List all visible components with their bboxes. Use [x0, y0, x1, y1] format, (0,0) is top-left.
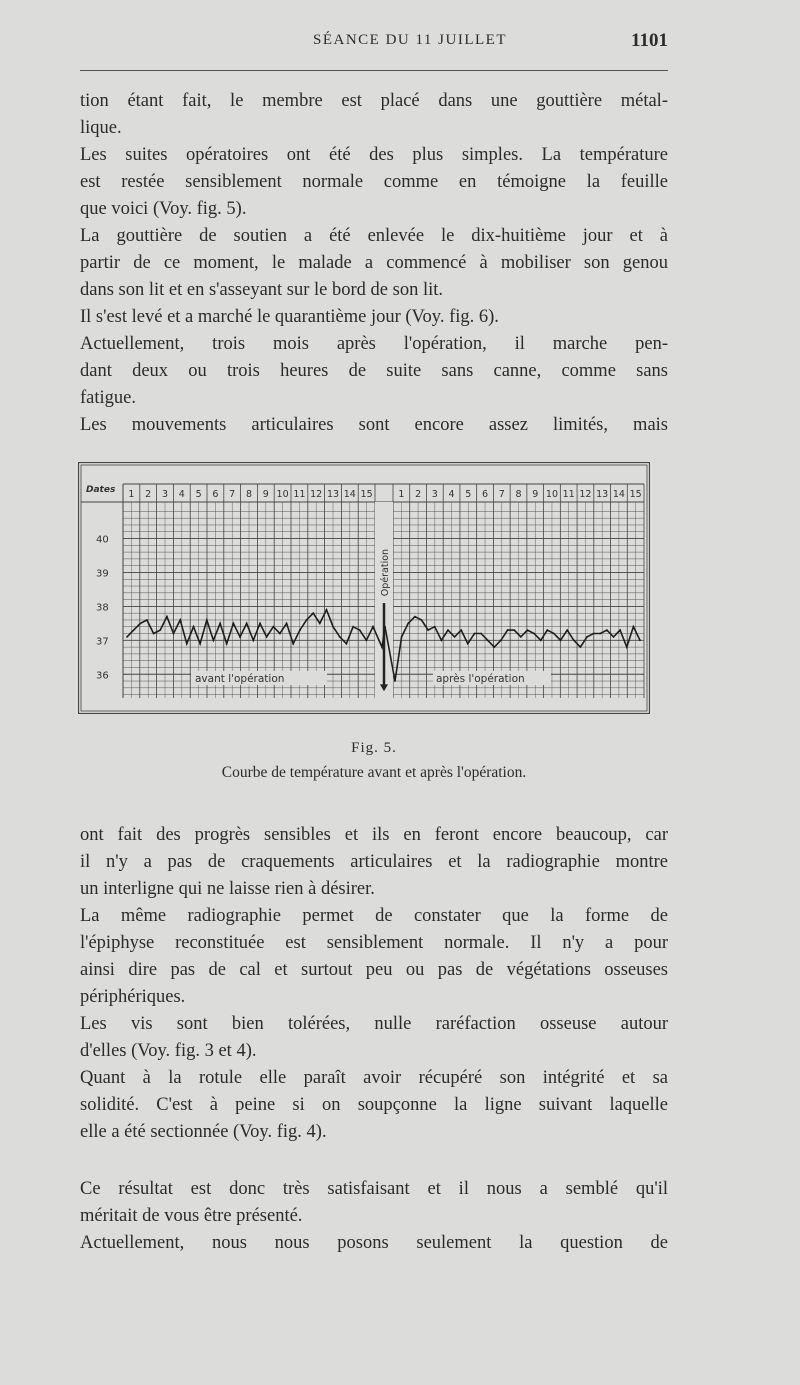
temperature-point — [286, 623, 288, 625]
temperature-point — [480, 633, 482, 635]
temperature-point — [246, 623, 248, 625]
temperature-point — [179, 619, 181, 621]
temperature-point — [507, 629, 509, 631]
operation-label: Opération — [380, 548, 391, 597]
text-line: ont fait des progrès sensibles et ils en feront encore beaucoup, car — [80, 825, 668, 845]
temperature-point — [346, 643, 348, 645]
text-line: partir de ce moment, le malade a commencé à mobiliser son genou — [80, 253, 668, 273]
day-label-before: 14 — [343, 489, 356, 500]
temperature-point — [252, 639, 254, 641]
temperature-point — [279, 633, 281, 635]
y-tick-label: 38 — [96, 602, 109, 614]
day-label-after: 11 — [562, 489, 575, 500]
temperature-point — [599, 633, 601, 635]
day-label-before: 11 — [293, 489, 306, 500]
temperature-point — [513, 629, 515, 631]
temperature-point — [586, 636, 588, 638]
day-label-before: 13 — [326, 489, 340, 500]
temperature-point — [626, 646, 628, 648]
text-line: Actuellement, nous nous posons seulement la question de — [80, 1233, 668, 1253]
y-tick-label: 39 — [96, 568, 109, 580]
day-label-after: 4 — [448, 489, 455, 500]
temperature-point — [306, 619, 308, 621]
figure-title: Courbe de température avant et après l'opération. — [221, 764, 527, 781]
temperature-point — [146, 619, 148, 621]
temperature-point — [394, 680, 396, 682]
temperature-point — [173, 633, 175, 635]
temperature-point — [447, 629, 449, 631]
day-label-after: 2 — [415, 489, 422, 500]
temperature-point — [553, 633, 555, 635]
figure-number: Fig. 5. — [351, 740, 397, 756]
temperature-point — [441, 639, 443, 641]
temperature-point — [639, 639, 641, 641]
temperature-point — [319, 623, 321, 625]
temperature-point — [460, 629, 462, 631]
day-label-after: 13 — [596, 489, 609, 500]
day-label-before: 2 — [145, 489, 152, 500]
text-line: dans son lit et en s'asseyant sur le bord de son lit. — [80, 280, 443, 300]
day-label-after: 12 — [579, 489, 592, 500]
temperature-point — [219, 623, 221, 625]
header-rule — [80, 70, 668, 71]
text-line: Les vis sont bien tolérées, nulle raréfaction osseuse autour — [80, 1014, 668, 1034]
running-head: SÉANCE DU 11 JUILLET — [312, 32, 507, 48]
temperature-point — [378, 639, 380, 641]
text-line: est restée sensiblement normale comme en témoigne la feuille — [80, 172, 668, 192]
temperature-point — [407, 623, 409, 625]
temperature-point — [487, 639, 489, 641]
text-line: un interligne qui ne laisse rien à désirer. — [80, 879, 375, 899]
temperature-point — [454, 636, 456, 638]
page-header — [80, 30, 668, 60]
text-line: Les suites opératoires ont été des plus simples. La température — [80, 145, 668, 165]
temperature-point — [193, 626, 195, 628]
temperature-point — [213, 639, 215, 641]
chart-frame — [79, 463, 650, 714]
y-tick-label: 37 — [96, 636, 109, 648]
temperature-point — [533, 633, 535, 635]
temperature-point — [593, 633, 595, 635]
day-label-before: 4 — [178, 489, 185, 500]
temperature-point — [633, 626, 635, 628]
day-label-after: 5 — [465, 489, 472, 500]
day-label-before: 12 — [310, 489, 323, 500]
text-line: La gouttière de soutien a été enlevée le dix-huitième jour et à — [80, 226, 668, 246]
temperature-point — [339, 636, 341, 638]
temperature-point — [199, 643, 201, 645]
temperature-point — [159, 629, 161, 631]
text-line: Ce résultat est donc très satisfaisant et il nous a semblé qu'il — [80, 1179, 668, 1199]
after-operation-label: après l'opération — [436, 673, 525, 685]
text-line: dant deux ou trois heures de suite sans canne, comme sans — [80, 361, 668, 381]
temperature-point — [467, 643, 469, 645]
temperature-point — [133, 629, 135, 631]
temperature-point — [560, 639, 562, 641]
temperature-point — [401, 636, 403, 638]
day-label-before: 10 — [276, 489, 289, 500]
text-line: elle a été sectionnée (Voy. fig. 4). — [80, 1122, 327, 1142]
temperature-chart — [78, 462, 650, 714]
day-label-before: 5 — [195, 489, 202, 500]
day-label-after: 3 — [431, 489, 438, 500]
temperature-point — [372, 626, 374, 628]
final-paragraphs — [80, 1176, 668, 1257]
text-line: fatigue. — [80, 388, 136, 408]
text-line: d'elles (Voy. fig. 3 et 4). — [80, 1041, 257, 1061]
temperature-point — [139, 623, 141, 625]
dates-label: Dates — [86, 485, 116, 495]
day-label-before: 1 — [128, 489, 135, 500]
page-number: 1101 — [631, 30, 668, 51]
temperature-point — [493, 646, 495, 648]
temperature-point — [381, 646, 383, 648]
top-paragraphs — [80, 88, 668, 439]
temperature-point — [292, 643, 294, 645]
temperature-point — [500, 639, 502, 641]
day-label-after: 6 — [482, 489, 489, 500]
temperature-point — [546, 629, 548, 631]
temperature-point — [166, 616, 168, 618]
temperature-point — [239, 636, 241, 638]
day-label-before: 3 — [161, 489, 169, 500]
text-line: périphériques. — [80, 987, 186, 1007]
temperature-point — [573, 639, 575, 641]
temperature-point — [153, 633, 155, 635]
temperature-point — [606, 629, 608, 631]
day-label-after: 15 — [629, 489, 642, 500]
temperature-point — [434, 626, 436, 628]
text-line: il n'y a pas de craquements articulaires et la radiographie montre — [80, 852, 668, 872]
before-operation-label: avant l'opération — [195, 673, 285, 685]
temperature-point — [619, 629, 621, 631]
temperature-point — [272, 626, 274, 628]
temperature-point — [266, 636, 268, 638]
temperature-point — [527, 629, 529, 631]
day-label-before: 8 — [245, 489, 253, 500]
text-line: La même radiographie permet de constater que la forme de — [80, 906, 668, 926]
day-label-before: 9 — [262, 489, 269, 500]
temperature-point — [474, 633, 476, 635]
temperature-point — [427, 629, 429, 631]
text-line: ainsi dire pas de cal et surtout peu ou pas de végétations osseuses — [80, 960, 668, 980]
temperature-point — [566, 629, 568, 631]
day-label-after: 14 — [612, 489, 625, 500]
temperature-point — [352, 626, 354, 628]
text-line: que voici (Voy. fig. 5). — [80, 199, 247, 219]
text-line: Actuellement, trois mois après l'opération, il marche pen- — [80, 334, 668, 354]
temperature-point — [580, 646, 582, 648]
temperature-point — [540, 639, 542, 641]
day-label-before: 7 — [229, 489, 236, 500]
y-tick-label: 40 — [96, 534, 109, 546]
temperature-point — [359, 629, 361, 631]
temperature-chart-svg — [78, 462, 650, 714]
day-label-after: 7 — [498, 489, 505, 500]
text-line: tion étant fait, le membre est placé dans une gouttière métal- — [80, 91, 668, 111]
day-label-before: 15 — [360, 489, 373, 500]
text-line: Les mouvements articulaires sont encore assez limités, mais — [80, 415, 668, 435]
text-line: Il s'est levé et a marché le quarantième jour (Voy. fig. 6). — [80, 307, 499, 327]
bottom-paragraphs — [80, 822, 668, 1146]
text-line: l'épiphyse reconstituée est sensiblement normale. Il n'y a pour — [80, 933, 668, 953]
temperature-point — [613, 636, 615, 638]
temperature-point — [259, 623, 261, 625]
day-label-after: 1 — [398, 489, 405, 500]
day-label-after: 8 — [515, 489, 522, 500]
temperature-point — [520, 636, 522, 638]
temperature-point — [332, 626, 334, 628]
temperature-point — [226, 643, 228, 645]
temperature-point — [414, 616, 416, 618]
temperature-point — [421, 619, 423, 621]
text-line: méritait de vous être présenté. — [80, 1206, 303, 1226]
text-line: Quant à la rotule elle paraît avoir récupéré son intégrité et sa — [80, 1068, 668, 1088]
temperature-point — [126, 636, 128, 638]
temperature-point — [312, 612, 314, 614]
text-line: solidité. C'est à peine si on soupçonne la ligne suivant laquelle — [80, 1095, 668, 1115]
temperature-point — [186, 643, 188, 645]
temperature-point — [206, 619, 208, 621]
day-label-after: 9 — [532, 489, 539, 500]
temperature-point — [326, 609, 328, 611]
day-label-after: 10 — [545, 489, 559, 500]
text-line: lique. — [80, 118, 122, 138]
temperature-point — [233, 623, 235, 625]
temperature-point — [384, 626, 386, 628]
temperature-point — [299, 629, 301, 631]
day-label-before: 6 — [212, 489, 219, 500]
y-tick-label: 36 — [96, 670, 109, 682]
temperature-point — [366, 639, 368, 641]
